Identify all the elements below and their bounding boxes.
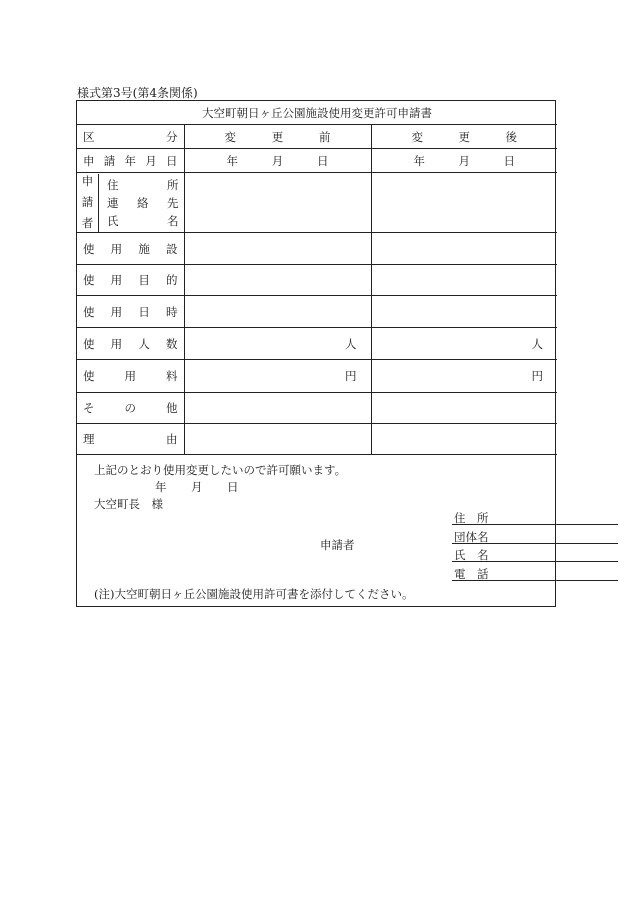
label-char: 用 bbox=[110, 304, 123, 319]
label-char: 氏 bbox=[107, 213, 119, 228]
label-char: 用 bbox=[110, 336, 123, 351]
label-char: 名 bbox=[167, 213, 179, 228]
declaration-date-month: 月 bbox=[191, 480, 203, 494]
declaration-date-day: 日 bbox=[227, 480, 239, 494]
label-char: の bbox=[124, 401, 136, 415]
signature-applicant-label: 申請者 bbox=[320, 538, 355, 552]
application-form bbox=[76, 100, 556, 607]
date-after-year: 年 bbox=[413, 153, 425, 168]
header-category-text bbox=[77, 129, 184, 145]
label-char: 先 bbox=[167, 195, 179, 210]
applicant-after-field[interactable] bbox=[371, 173, 557, 233]
label-char: 更 bbox=[458, 129, 471, 144]
label-char: 後 bbox=[505, 129, 518, 144]
applicant-vertical-label bbox=[77, 174, 99, 232]
date-after-field[interactable] bbox=[371, 149, 557, 173]
date-before-day: 日 bbox=[317, 153, 329, 168]
date-row-label-text bbox=[77, 153, 184, 169]
applicant-contact-label bbox=[99, 195, 184, 211]
people-before-field[interactable] bbox=[184, 328, 371, 360]
date-after-day: 日 bbox=[503, 153, 516, 168]
other-after-field[interactable] bbox=[371, 393, 557, 424]
row-label-text bbox=[77, 368, 184, 384]
header-after-text bbox=[372, 129, 558, 145]
signature-group-label: 団体名 bbox=[454, 530, 489, 544]
signature-phone-line[interactable] bbox=[452, 566, 618, 581]
label-char: 更 bbox=[271, 129, 284, 144]
label-char: 用 bbox=[110, 273, 123, 287]
addressee: 大空町長 様 bbox=[94, 497, 163, 511]
label-char: 使 bbox=[83, 304, 95, 319]
label-char: 由 bbox=[166, 432, 178, 446]
row-label-text bbox=[77, 241, 184, 257]
people-after-field[interactable] bbox=[371, 328, 557, 360]
declaration-statement: 上記のとおり使用変更したいので許可願います。 bbox=[94, 463, 347, 477]
label-char: そ bbox=[83, 401, 95, 415]
date-before-field[interactable] bbox=[184, 149, 371, 173]
row-label-datetime bbox=[77, 296, 184, 328]
row-label-text bbox=[77, 272, 184, 288]
declaration-section bbox=[77, 455, 555, 605]
facility-before-field[interactable] bbox=[184, 233, 371, 265]
row-label-people bbox=[77, 328, 184, 360]
header-after bbox=[371, 125, 557, 149]
other-before-field[interactable] bbox=[184, 393, 371, 424]
form-table bbox=[77, 101, 557, 455]
label-char: 料 bbox=[166, 369, 178, 383]
label-char: 区 bbox=[83, 129, 95, 144]
header-before bbox=[184, 125, 371, 149]
row-label-text bbox=[77, 336, 184, 352]
date-before-month: 月 bbox=[271, 153, 284, 168]
applicant-before-field[interactable] bbox=[184, 173, 371, 233]
label-char: 連 bbox=[107, 195, 119, 210]
row-label-text bbox=[77, 304, 184, 320]
signature-phone-label: 電 話 bbox=[454, 567, 489, 581]
label-char: 他 bbox=[166, 401, 178, 415]
label-char: 使 bbox=[83, 369, 95, 383]
label-char: 所 bbox=[167, 177, 179, 192]
label-char: 目 bbox=[138, 273, 150, 287]
applicant-name-label bbox=[99, 213, 184, 229]
label-char: 使 bbox=[83, 241, 95, 256]
label-char: 使 bbox=[83, 336, 95, 351]
label-char: 的 bbox=[165, 273, 178, 287]
label-char: 設 bbox=[165, 241, 178, 256]
datetime-before-field[interactable] bbox=[184, 296, 371, 328]
date-after-month: 月 bbox=[458, 153, 471, 168]
label-char: 絡 bbox=[137, 195, 149, 210]
people-before-unit: 人 bbox=[345, 336, 357, 351]
signature-name-label: 氏 名 bbox=[454, 548, 489, 562]
label-char: 用 bbox=[110, 241, 123, 256]
applicant-label-cell bbox=[77, 173, 184, 233]
purpose-after-field[interactable] bbox=[371, 265, 557, 296]
label-char: 日 bbox=[166, 153, 178, 168]
date-row-label bbox=[77, 149, 184, 173]
signature-address-label: 住 所 bbox=[454, 511, 489, 525]
signature-name-line[interactable] bbox=[452, 547, 618, 562]
label-char: 変 bbox=[411, 129, 423, 144]
row-label-text bbox=[77, 431, 184, 447]
fee-after-unit: 円 bbox=[531, 369, 544, 383]
label-char: 請 bbox=[103, 153, 116, 168]
applicant-address-label bbox=[99, 177, 184, 193]
datetime-after-field[interactable] bbox=[371, 296, 557, 328]
fee-after-field[interactable] bbox=[371, 360, 557, 393]
vertical-label-char: 者 bbox=[81, 216, 94, 230]
label-char: 住 bbox=[107, 177, 119, 192]
row-label-text bbox=[77, 400, 184, 416]
label-char: 月 bbox=[145, 153, 157, 168]
label-char: 変 bbox=[224, 129, 236, 144]
label-char: 人 bbox=[138, 336, 150, 351]
label-char: 理 bbox=[83, 432, 95, 446]
reason-before-field[interactable] bbox=[184, 424, 371, 455]
label-char: 申 bbox=[83, 153, 95, 168]
signature-group-line[interactable] bbox=[452, 529, 618, 544]
people-after-unit: 人 bbox=[531, 336, 544, 351]
vertical-label-char: 申 bbox=[81, 173, 94, 188]
row-label-facility bbox=[77, 233, 184, 265]
row-label-other bbox=[77, 393, 184, 424]
label-char: 施 bbox=[138, 241, 150, 256]
row-label-reason bbox=[77, 424, 184, 455]
date-before-year: 年 bbox=[226, 153, 238, 168]
fee-before-unit: 円 bbox=[345, 369, 357, 383]
label-char: 年 bbox=[124, 153, 136, 168]
attachment-note: (注)大空町朝日ヶ丘公園施設使用許可書を添付してください。 bbox=[94, 587, 414, 601]
purpose-before-field[interactable] bbox=[184, 265, 371, 296]
label-char: 使 bbox=[83, 273, 95, 287]
label-char: 時 bbox=[165, 304, 178, 319]
reason-after-field[interactable] bbox=[371, 424, 557, 455]
header-before-text bbox=[185, 129, 371, 145]
facility-after-field[interactable] bbox=[371, 233, 557, 265]
form-title: 大空町朝日ヶ丘公園施設使用変更許可申請書 bbox=[77, 101, 557, 125]
label-char: 用 bbox=[124, 369, 136, 383]
form-number: 様式第3号(第4条関係) bbox=[77, 86, 198, 100]
row-label-purpose bbox=[77, 265, 184, 296]
label-char: 分 bbox=[166, 129, 178, 144]
declaration-date-year: 年 bbox=[155, 480, 167, 494]
row-label-fee bbox=[77, 360, 184, 393]
fee-before-field[interactable] bbox=[184, 360, 371, 393]
label-char: 前 bbox=[319, 129, 331, 144]
header-category bbox=[77, 125, 184, 149]
signature-address-line[interactable] bbox=[452, 510, 618, 525]
label-char: 日 bbox=[138, 304, 150, 319]
label-char: 数 bbox=[165, 336, 178, 351]
vertical-label-char: 請 bbox=[81, 194, 94, 209]
